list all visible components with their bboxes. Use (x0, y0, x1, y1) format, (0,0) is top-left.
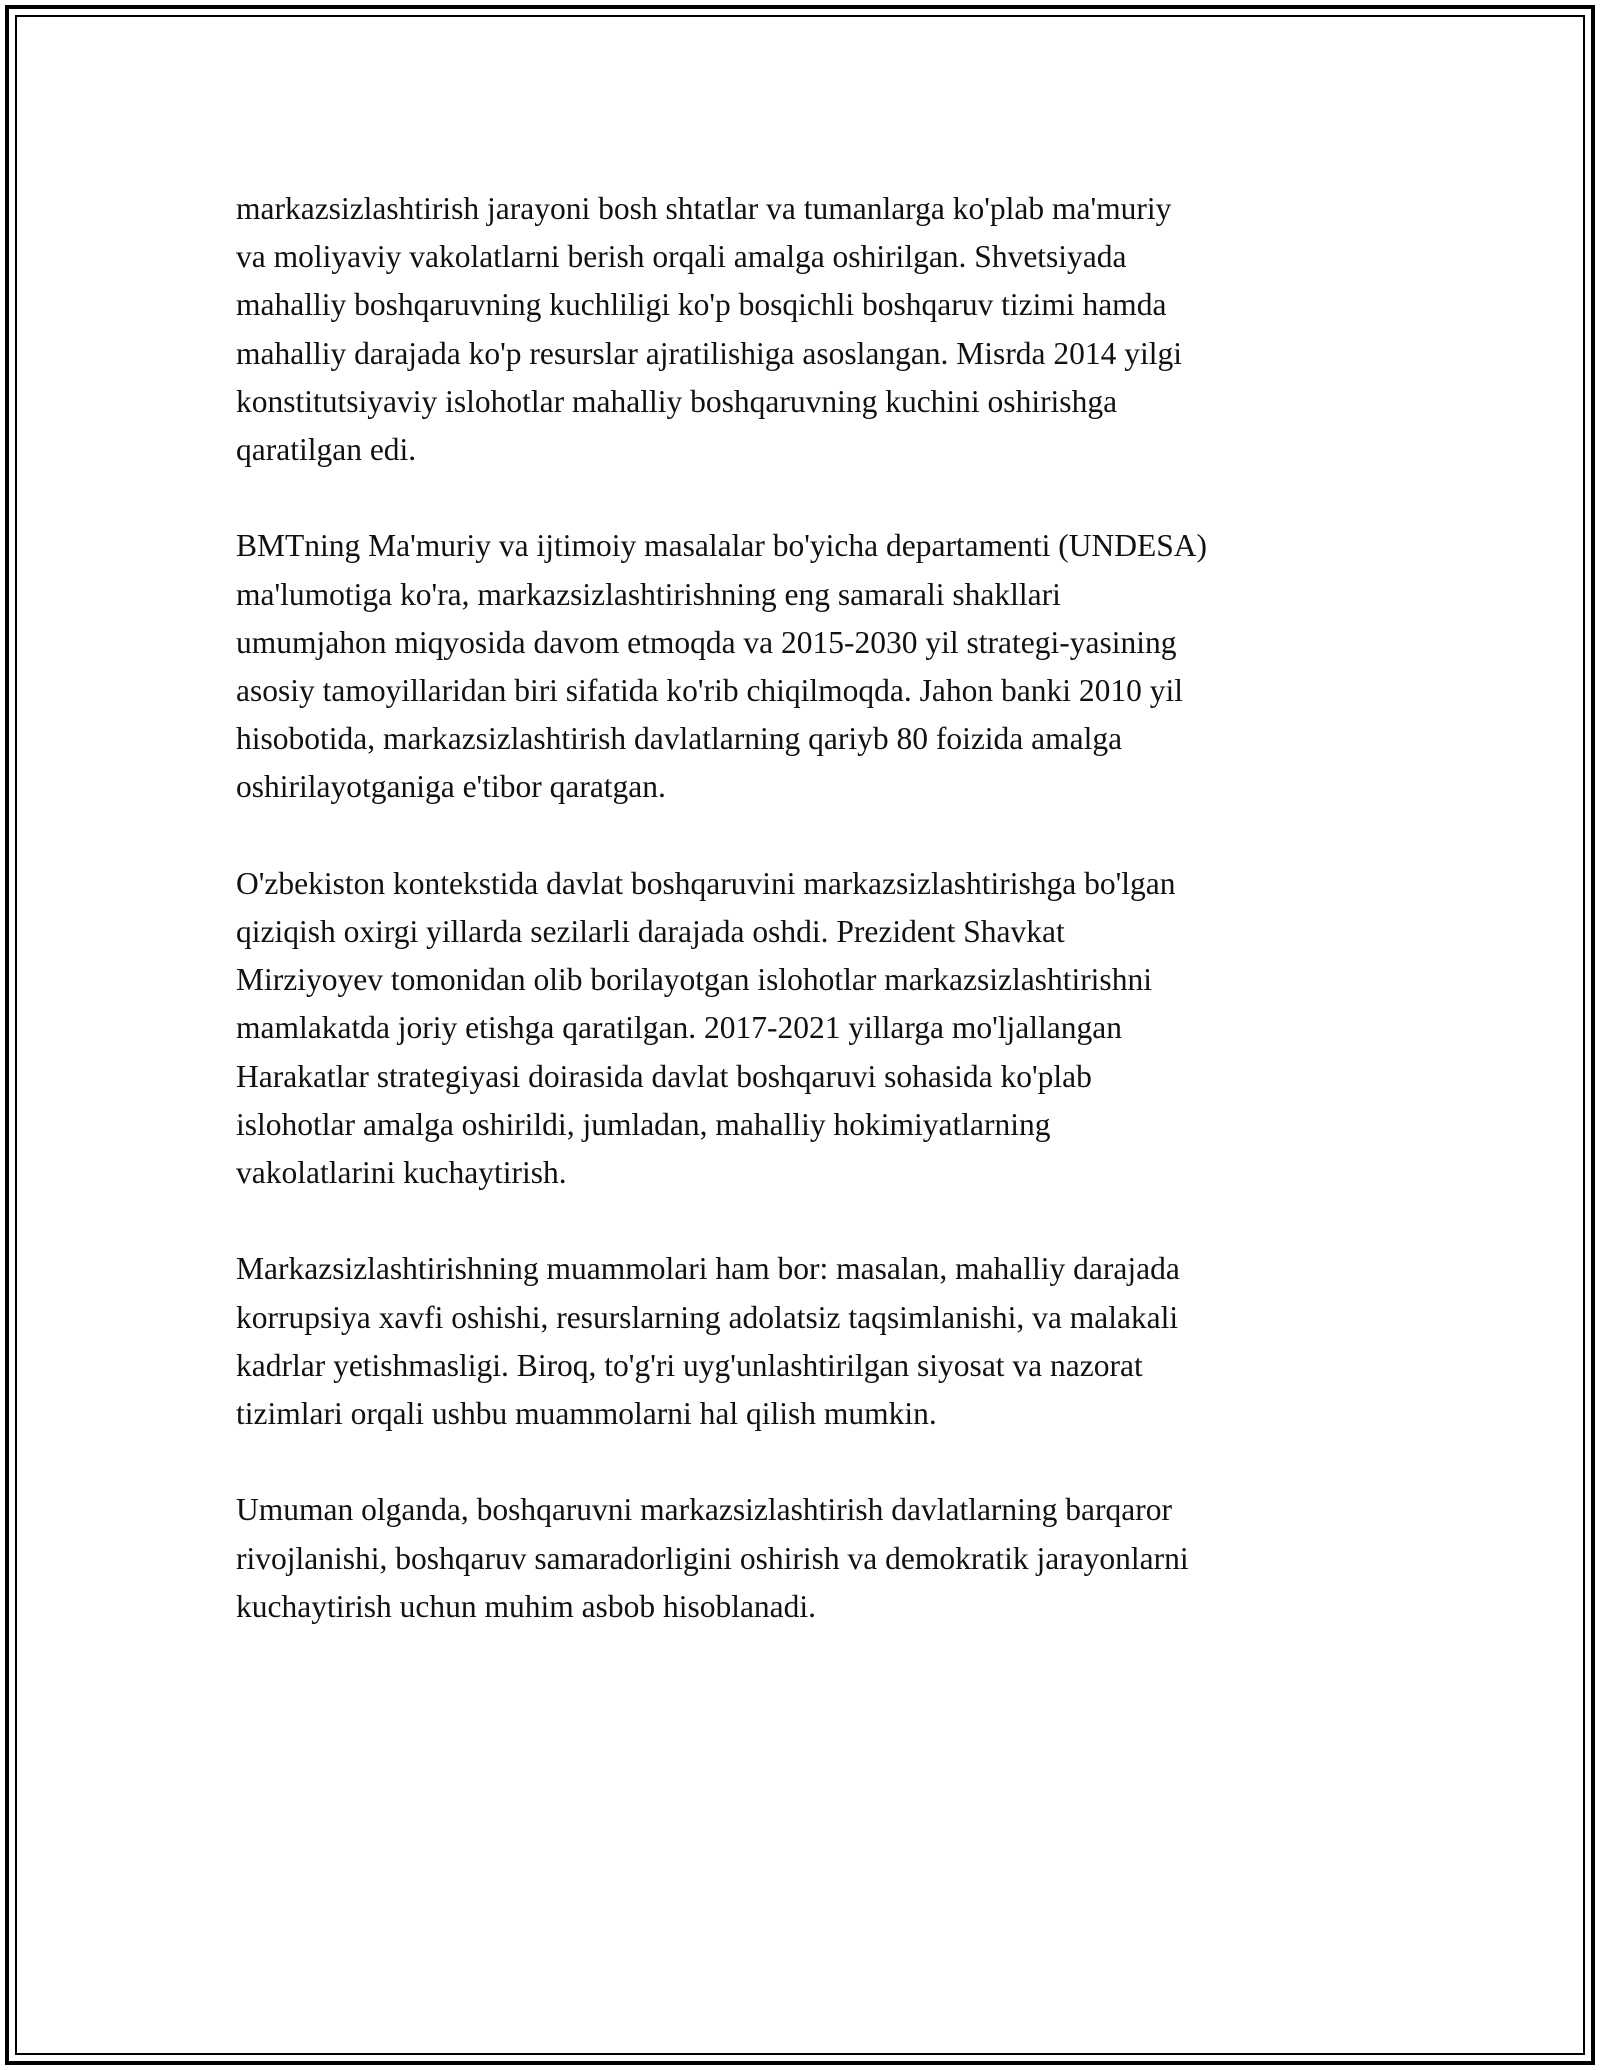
document-body (236, 185, 1386, 1679)
paragraph-3: O'zbekiston kontekstida davlat boshqaruvini markazsizlashtirishga bo'lgan qiziqish oxirgi yillarda sezilarli darajada oshdi. Prezident Shavkat Mirziyoyev tomonidan olib borilayotgan islohotlar markazsizlashtirishni mamlakatda joriy etishga qaratilgan. 2017-2021 yillarga mo'ljallangan Harakatlar strategiyasi doirasida davlat boshqaruvi sohasida ko'plab islohotlar amalga oshirildi, jumladan, mahalliy hokimiyatlarning vakolatlarini kuchaytirish. (236, 865, 1176, 1191)
paragraph-5: Umuman olganda, boshqaruvni markazsizlashtirish davlatlarning barqaror rivojlanishi, boshqaruv samaradorligini oshirish va demokratik jarayonlarni kuchaytirish uchun muhim asbob hisoblanadi. (236, 1492, 1189, 1624)
paragraph-4: Markazsizlashtirishning muammolari ham bor: masalan, mahalliy darajada korrupsiya xavfi oshishi, resurslarning adolatsiz taqsimlanishi, va malakali kadrlar yetishmasligi. Biroq, to'g'ri uyg'unlashtirilgan siyosat va nazorat tizimlari orqali ushbu muammolarni hal qilish mumkin. (236, 1251, 1180, 1432)
paragraph-2: BMTning Ma'muriy va ijtimoiy masalalar bo'yicha departamenti (UNDESA) ma'lumotiga ko'ra, markazsizlashtirishning eng samarali shakllari umumjahon miqyosida davom etmoqda va 2015-2030 yil strategi-yasining asosiy tamoyillaridan biri sifatida ko'rib chiqilmoqda. Jahon banki 2010 yil hisobotida, markazsizlashtirish davlatlarning qariyb 80 foizida amalga oshirilayotganiga e'tibor qaratgan. (236, 528, 1208, 805)
paragraph-1: markazsizlashtirish jarayoni bosh shtatlar va tumanlarga ko'plab ma'muriy va moliyaviy vakolatlarni berish orqali amalga oshirilgan. Shvetsiyada mahalliy boshqaruvning kuchliligi ko'p bosqichli boshqaruv tizimi hamda mahalliy darajada ko'p resurslar ajratilishiga asoslangan. Misrda 2014 yilgi konstitutsiyaviy islohotlar mahalliy boshqaruvning kuchini oshirishga qaratilgan edi. (236, 191, 1183, 468)
